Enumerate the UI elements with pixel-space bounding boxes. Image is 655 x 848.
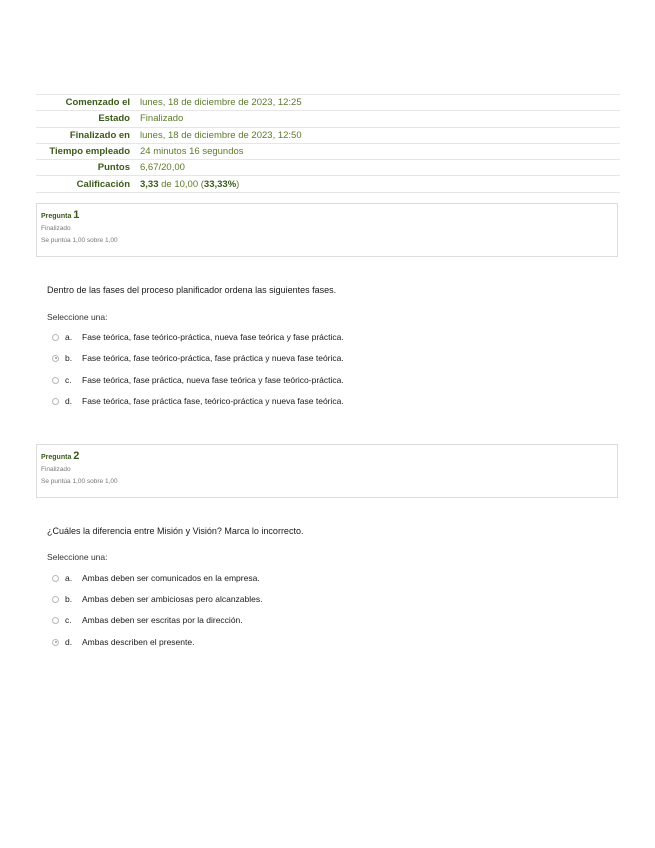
radio-button[interactable] (52, 377, 59, 384)
answer-text: Ambas deben ser comunicados en la empresa. (82, 573, 260, 583)
question-state: Finalizado (41, 225, 71, 232)
answer-text: Fase teórica, fase teórico-práctica, fase práctica y nueva fase teórica. (82, 353, 344, 363)
question-info-2 (36, 444, 618, 498)
radio-button-selected[interactable] (52, 355, 59, 362)
answer-option[interactable] (52, 396, 344, 406)
radio-button-selected[interactable] (52, 639, 59, 646)
grade-value: 3,33 (140, 178, 159, 190)
question-prefix: Pregunta (41, 454, 74, 461)
question-number (41, 450, 613, 462)
radio-button[interactable] (52, 575, 59, 582)
summary-row-state (36, 111, 620, 127)
answer-letter: a. (65, 573, 73, 583)
answer-letter: d. (65, 637, 73, 647)
answer-letter: d. (65, 396, 73, 406)
answer-letter: b. (65, 594, 73, 604)
question-number-value: 2 (73, 450, 80, 462)
summary-value: lunes, 18 de diciembre de 2023, 12:25 (136, 95, 620, 111)
select-one-prompt: Seleccione una: (47, 552, 108, 562)
summary-label: Estado (36, 111, 136, 127)
question-info-1 (36, 203, 618, 257)
grade-scale: de 10,00 ( (158, 178, 204, 190)
question-text: ¿Cuáles la diferencia entre Misión y Visión? Marca lo incorrecto. (47, 526, 304, 536)
grade-percent: 33,33% (203, 178, 237, 190)
answer-option[interactable] (52, 353, 344, 363)
answer-option[interactable] (52, 615, 243, 625)
answer-text: Ambas describen el presente. (82, 637, 195, 647)
question-grade: Se puntúa 1,00 sobre 1,00 (41, 237, 118, 244)
summary-value: Finalizado (136, 111, 620, 127)
select-one-prompt: Seleccione una: (47, 312, 108, 322)
answer-text: Ambas deben ser ambiciosas pero alcanzables. (82, 594, 263, 604)
summary-value: 24 minutos 16 segundos (136, 143, 620, 159)
summary-label: Calificación (36, 176, 136, 192)
summary-row-finished (36, 127, 620, 143)
answer-option[interactable] (52, 594, 263, 604)
question-number (41, 209, 613, 221)
summary-value: 6,67/20,00 (136, 160, 620, 176)
radio-button[interactable] (52, 617, 59, 624)
summary-row-started (36, 95, 620, 111)
summary-label: Comenzado el (36, 95, 136, 111)
question-grade: Se puntúa 1,00 sobre 1,00 (41, 478, 118, 485)
summary-row-time-taken (36, 143, 620, 159)
radio-button[interactable] (52, 398, 59, 405)
attempt-summary-table (36, 94, 620, 193)
summary-row-marks (36, 160, 620, 176)
answer-letter: a. (65, 332, 73, 342)
summary-label: Puntos (36, 160, 136, 176)
question-state: Finalizado (41, 466, 71, 473)
answer-text: Fase teórica, fase práctica fase, teórico-práctica y nueva fase teórica. (82, 396, 344, 406)
answer-option[interactable] (52, 332, 344, 342)
radio-button[interactable] (52, 596, 59, 603)
summary-value: lunes, 18 de diciembre de 2023, 12:50 (136, 127, 620, 143)
question-text: Dentro de las fases del proceso planificador ordena las siguientes fases. (47, 285, 337, 295)
answer-text: Ambas deben ser escritas por la dirección. (82, 615, 243, 625)
question-number-value: 1 (73, 209, 80, 221)
question-prefix: Pregunta (41, 213, 74, 220)
answer-option[interactable] (52, 573, 260, 583)
answer-option[interactable] (52, 375, 344, 385)
radio-button[interactable] (52, 334, 59, 341)
answer-letter: c. (65, 615, 72, 625)
summary-value (136, 176, 620, 192)
answer-letter: c. (65, 375, 72, 385)
grade-close: ) (236, 178, 240, 190)
summary-label: Finalizado en (36, 127, 136, 143)
answer-letter: b. (65, 353, 73, 363)
answer-text: Fase teórica, fase teórico-práctica, nueva fase teórica y fase práctica. (82, 332, 344, 342)
summary-row-grade (36, 176, 620, 192)
answer-text: Fase teórica, fase práctica, nueva fase teórica y fase teórico-práctica. (82, 375, 344, 385)
summary-label: Tiempo empleado (36, 143, 136, 159)
answer-option[interactable] (52, 637, 194, 647)
